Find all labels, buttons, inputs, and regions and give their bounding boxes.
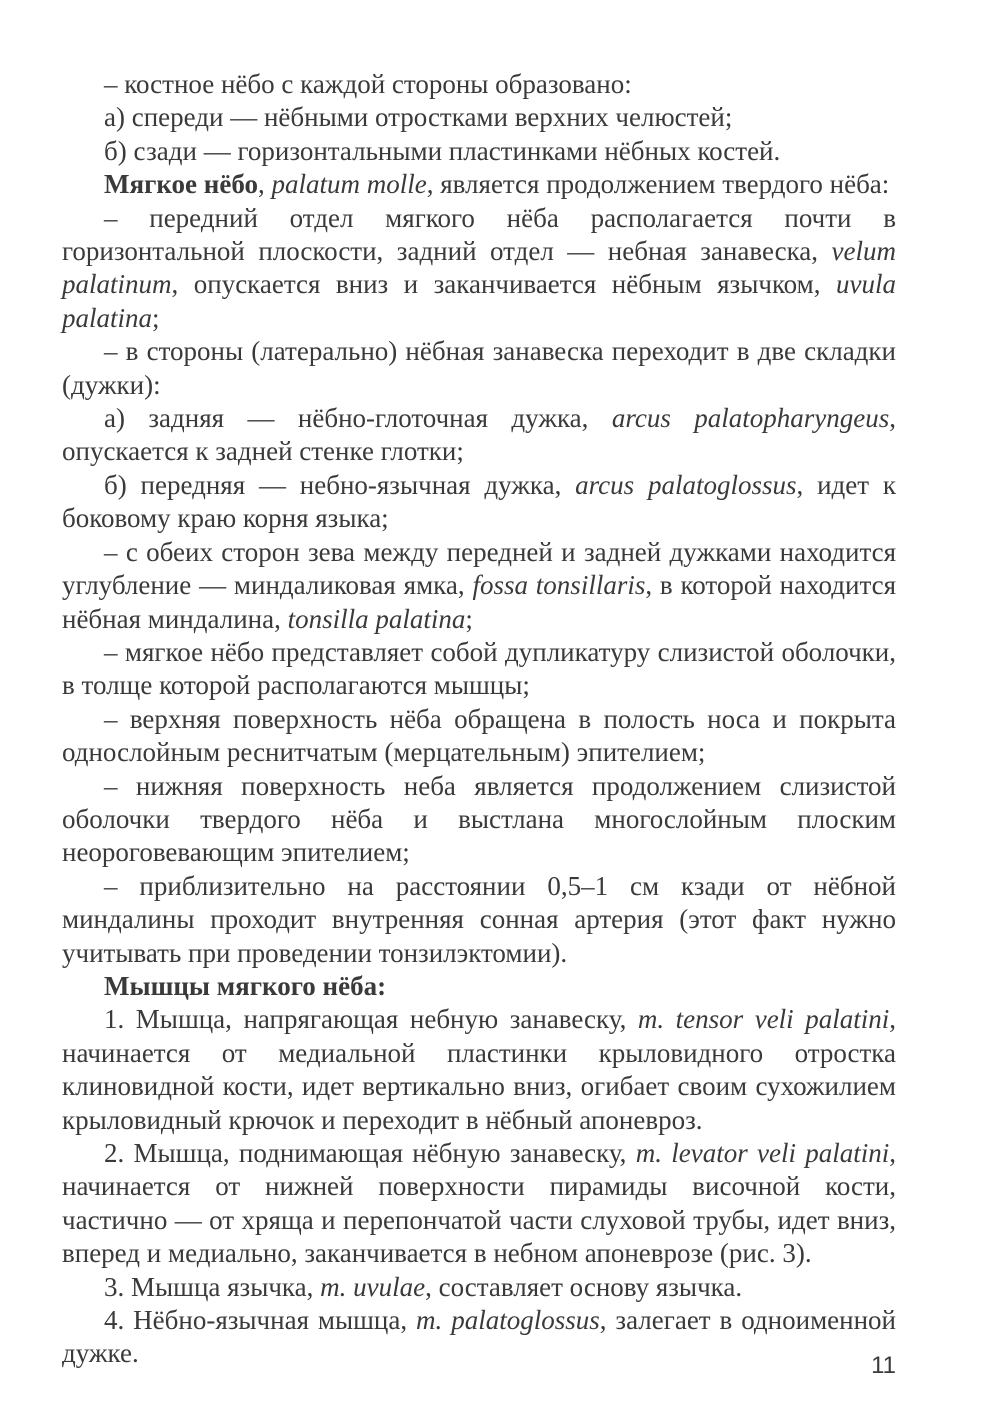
bold-term: Мягкое нёбо [104,169,258,200]
latin-term: m. palatoglossus [416,1305,600,1336]
text-run: ; [465,603,473,634]
page-number: 11 [871,1352,896,1379]
text-run: – костное нёбо с каждой стороны образовано: [104,69,632,99]
text-run: – верхняя поверхность нёба обращена в полость носа и покрыта однослойным реснитчатым (мерцательным) эпителием; [62,703,896,768]
latin-term: fossa tonsillaris [472,570,646,601]
text-run: – приблизительно на расстоянии 0,5–1 см кзади от нёбной миндалины проходит внутренняя сонная артерия (этот факт нужно учитывать при проведении тонзилэктомии). [62,870,896,968]
text-run: , в которой находится нёбная миндалина, [62,570,896,634]
bold-term: Мышцы мягкого нёба: [104,970,387,1001]
latin-term: palatum molle [271,169,427,200]
paragraph [62,168,896,201]
text-run: – с обеих сторон зева между передней и задней дужками находится углубление — миндаликовая ямка, [62,536,896,601]
latin-term: velum palatinum [62,236,896,300]
text-run: – нижняя поверхность неба является продолжением слизистой оболочки твердого нёба и выстлана многослойным плоским неороговевающим эпителием; [62,770,896,868]
latin-term: arcus palatopharyngeus [611,403,890,434]
text-run: 2. Мышца, поднимающая нёбную занавеску, [104,1138,636,1168]
paragraph [62,135,896,168]
paragraph [62,402,896,469]
text-run: , является продолжением твердого нёба: [426,169,890,200]
paragraph [62,469,896,536]
text-run: б) передняя — небно-язычная дужка, [104,469,576,500]
text-run: ; [152,302,160,333]
text-run: , начинается от нижней поверхности пирамиды височной кости, частично — от хряща и перепончатой части слуховой трубы, идет вниз, вперед и медиально, заканчивается в небном апоневрозе (рис. 3). [62,1138,896,1269]
latin-term: m. levator veli palatini [635,1138,890,1168]
paragraph [62,202,896,336]
text-run: – в стороны (латерально) нёбная занавеска переходит в две складки (дужки): [62,336,896,400]
text-run: 4. Нёбно-язычная мышца, [104,1305,417,1336]
text-run: а) спереди — нёбными отростками верхних челюстей; [104,102,733,133]
text-run: 3. Мышца язычка, [104,1271,321,1302]
text-run: б) сзади — горизонтальными пластинками нёбных костей. [104,135,781,166]
paragraph [62,101,896,134]
paragraph [62,1271,896,1304]
text-run: – мягкое нёбо представляет собой дупликатуру слизистой оболочки, в толще которой располагаются мышцы; [62,636,896,701]
paragraph [62,870,896,970]
text-run: , опускается вниз и заканчивается нёбным язычком, [171,269,836,300]
latin-term: m. uvulae [320,1271,426,1302]
text-run: , опускается к задней стенке глотки; [62,403,896,467]
paragraph [62,703,896,770]
latin-term: tonsilla palatina [287,603,466,634]
text-run: , составляет основу язычка. [425,1271,743,1302]
text-run: , [257,169,272,200]
body-text [62,68,896,1371]
paragraph [62,536,896,636]
paragraph [62,1304,896,1371]
text-run: а) задняя — нёбно-глоточная дужка, [104,403,612,434]
paragraph [62,1003,896,1137]
latin-term: uvula palatina [62,269,896,333]
text-run: – передний отдел мягкого нёба располагается почти в горизонтальной плоскости, задний отдел — небная занавеска, [62,202,896,267]
paragraph [62,970,896,1003]
text-run: 1. Мышца, напрягающая небную занавеску, [104,1004,638,1035]
text-run: , начинается от медиальной пластинки крыловидного отростка клиновидной кости, идет вертикально вниз, огибает своим сухожилием крыловидный крючок и переходит в нёбный апоневроз. [62,1004,896,1135]
paragraph [62,335,896,402]
paragraph [62,68,896,101]
text-run: , идет к боковому краю корня языка; [62,469,896,534]
latin-term: m. tensor veli palatini [637,1004,890,1035]
latin-term: arcus palatoglossus [575,469,797,500]
paragraph [62,1137,896,1271]
paragraph [62,770,896,870]
paragraph [62,636,896,703]
text-run: , залегает в одноименной дужке. [62,1305,896,1369]
